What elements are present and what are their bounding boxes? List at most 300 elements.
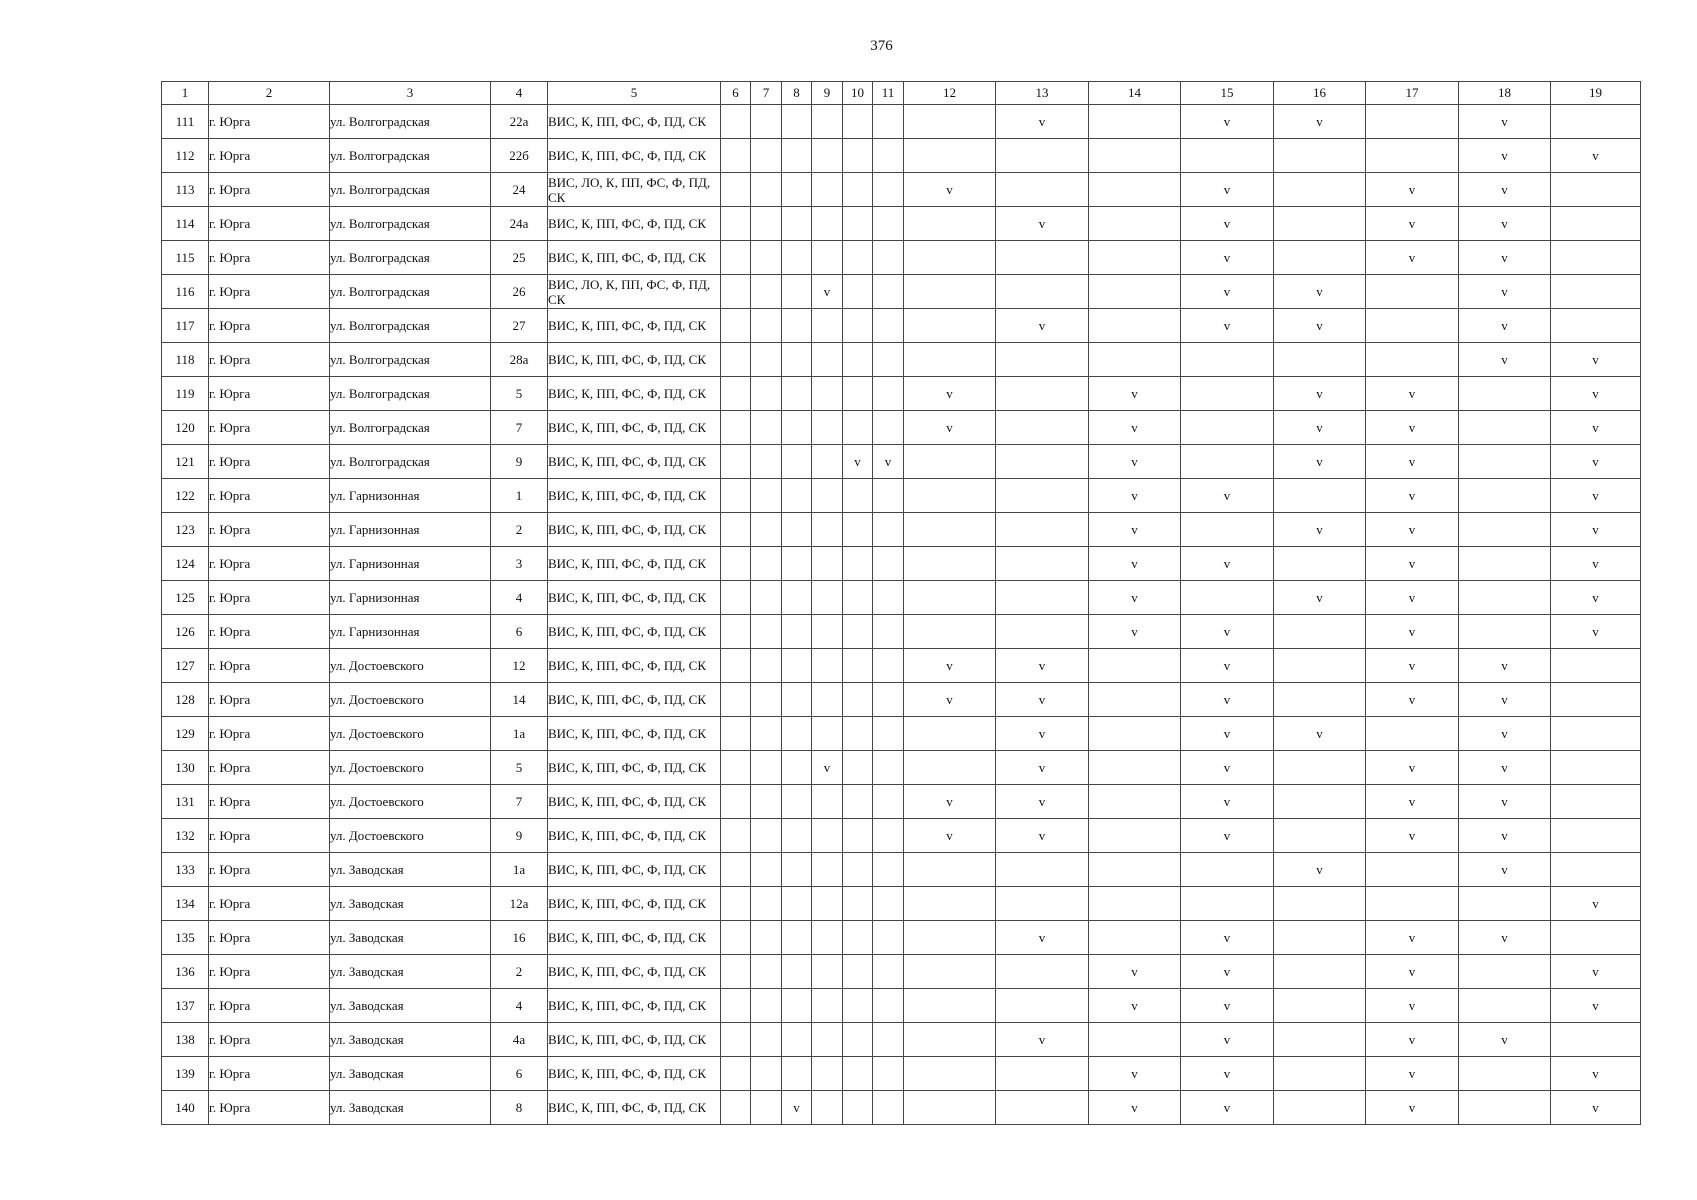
street-cell: ул. Заводская <box>330 1057 491 1091</box>
check-mark-cell: v <box>1181 785 1274 819</box>
check-mark-cell: v <box>1551 343 1641 377</box>
empty-cell <box>812 479 843 513</box>
house-number-cell: 4 <box>491 989 548 1023</box>
empty-cell <box>843 853 873 887</box>
empty-cell <box>782 275 812 309</box>
empty-cell <box>812 921 843 955</box>
empty-cell <box>1089 683 1181 717</box>
check-mark-cell: v <box>1181 207 1274 241</box>
check-mark-cell: v <box>1366 241 1459 275</box>
row-number: 135 <box>162 921 209 955</box>
check-mark-cell: v <box>1366 955 1459 989</box>
empty-cell <box>1181 513 1274 547</box>
empty-cell <box>751 173 782 207</box>
empty-cell <box>812 853 843 887</box>
street-cell: ул. Гарнизонная <box>330 513 491 547</box>
empty-cell <box>996 887 1089 921</box>
empty-cell <box>782 411 812 445</box>
works-list-cell: ВИС, ЛО, К, ПП, ФС, Ф, ПД, СК <box>548 275 721 309</box>
empty-cell <box>782 173 812 207</box>
house-number-cell: 5 <box>491 377 548 411</box>
table-row <box>162 411 1641 445</box>
empty-cell <box>721 479 751 513</box>
empty-cell <box>1089 343 1181 377</box>
row-number: 120 <box>162 411 209 445</box>
works-list-cell: ВИС, К, ПП, ФС, Ф, ПД, СК <box>548 411 721 445</box>
check-mark-cell: v <box>843 445 873 479</box>
empty-cell <box>843 785 873 819</box>
empty-cell <box>1089 173 1181 207</box>
empty-cell <box>812 343 843 377</box>
column-header: 8 <box>782 82 812 105</box>
empty-cell <box>782 445 812 479</box>
empty-cell <box>721 853 751 887</box>
table-row <box>162 445 1641 479</box>
table-row <box>162 887 1641 921</box>
empty-cell <box>1274 615 1366 649</box>
table-row <box>162 683 1641 717</box>
header-row <box>162 82 1641 105</box>
empty-cell <box>996 615 1089 649</box>
empty-cell <box>843 887 873 921</box>
check-mark-cell: v <box>1181 479 1274 513</box>
empty-cell <box>1551 309 1641 343</box>
check-mark-cell: v <box>1181 819 1274 853</box>
empty-cell <box>812 785 843 819</box>
city-cell: г. Юрга <box>209 479 330 513</box>
house-number-cell: 2 <box>491 513 548 547</box>
check-mark-cell: v <box>1181 241 1274 275</box>
check-mark-cell: v <box>1366 445 1459 479</box>
check-mark-cell: v <box>904 377 996 411</box>
works-list-cell: ВИС, К, ПП, ФС, Ф, ПД, СК <box>548 207 721 241</box>
empty-cell <box>843 275 873 309</box>
empty-cell <box>1274 139 1366 173</box>
check-mark-cell: v <box>904 649 996 683</box>
empty-cell <box>751 275 782 309</box>
check-mark-cell: v <box>1274 411 1366 445</box>
table-row <box>162 309 1641 343</box>
empty-cell <box>721 173 751 207</box>
empty-cell <box>721 887 751 921</box>
empty-cell <box>812 819 843 853</box>
empty-cell <box>843 955 873 989</box>
city-cell: г. Юрга <box>209 207 330 241</box>
empty-cell <box>904 615 996 649</box>
check-mark-cell: v <box>996 717 1089 751</box>
empty-cell <box>904 1057 996 1091</box>
empty-cell <box>1274 683 1366 717</box>
empty-cell <box>751 139 782 173</box>
empty-cell <box>812 887 843 921</box>
table-row <box>162 1091 1641 1125</box>
empty-cell <box>751 1057 782 1091</box>
empty-cell <box>996 377 1089 411</box>
empty-cell <box>782 343 812 377</box>
works-list-cell: ВИС, К, ПП, ФС, Ф, ПД, СК <box>548 989 721 1023</box>
row-number: 121 <box>162 445 209 479</box>
empty-cell <box>873 683 904 717</box>
check-mark-cell: v <box>1089 615 1181 649</box>
empty-cell <box>721 139 751 173</box>
empty-cell <box>721 411 751 445</box>
empty-cell <box>751 309 782 343</box>
house-number-cell: 9 <box>491 819 548 853</box>
empty-cell <box>721 1023 751 1057</box>
city-cell: г. Юрга <box>209 1023 330 1057</box>
empty-cell <box>1551 1023 1641 1057</box>
check-mark-cell: v <box>1274 513 1366 547</box>
empty-cell <box>904 1091 996 1125</box>
row-number: 126 <box>162 615 209 649</box>
check-mark-cell: v <box>1366 173 1459 207</box>
empty-cell <box>904 751 996 785</box>
city-cell: г. Юрга <box>209 513 330 547</box>
table-row <box>162 649 1641 683</box>
empty-cell <box>812 1057 843 1091</box>
check-mark-cell: v <box>1459 241 1551 275</box>
empty-cell <box>721 581 751 615</box>
check-mark-cell: v <box>812 275 843 309</box>
table-row <box>162 343 1641 377</box>
city-cell: г. Юрга <box>209 751 330 785</box>
row-number: 116 <box>162 275 209 309</box>
empty-cell <box>843 513 873 547</box>
check-mark-cell: v <box>1274 377 1366 411</box>
empty-cell <box>904 275 996 309</box>
empty-cell <box>1274 887 1366 921</box>
column-header: 11 <box>873 82 904 105</box>
empty-cell <box>812 581 843 615</box>
empty-cell <box>812 955 843 989</box>
check-mark-cell: v <box>1551 479 1641 513</box>
empty-cell <box>904 343 996 377</box>
street-cell: ул. Волгоградская <box>330 411 491 445</box>
row-number: 133 <box>162 853 209 887</box>
empty-cell <box>1274 989 1366 1023</box>
empty-cell <box>751 887 782 921</box>
empty-cell <box>1459 547 1551 581</box>
empty-cell <box>873 615 904 649</box>
empty-cell <box>873 717 904 751</box>
empty-cell <box>782 547 812 581</box>
column-header: 19 <box>1551 82 1641 105</box>
empty-cell <box>782 955 812 989</box>
empty-cell <box>721 309 751 343</box>
column-header: 6 <box>721 82 751 105</box>
check-mark-cell: v <box>1181 1057 1274 1091</box>
empty-cell <box>873 853 904 887</box>
row-number: 131 <box>162 785 209 819</box>
empty-cell <box>1459 411 1551 445</box>
empty-cell <box>1459 479 1551 513</box>
city-cell: г. Юрга <box>209 343 330 377</box>
empty-cell <box>996 989 1089 1023</box>
table-row <box>162 105 1641 139</box>
empty-cell <box>904 581 996 615</box>
check-mark-cell: v <box>1366 207 1459 241</box>
check-mark-cell: v <box>1181 275 1274 309</box>
empty-cell <box>996 1091 1089 1125</box>
table-row <box>162 785 1641 819</box>
street-cell: ул. Достоевского <box>330 819 491 853</box>
city-cell: г. Юрга <box>209 649 330 683</box>
table-row <box>162 479 1641 513</box>
empty-cell <box>1181 581 1274 615</box>
works-list-cell: ВИС, К, ПП, ФС, Ф, ПД, СК <box>548 819 721 853</box>
house-number-cell: 26 <box>491 275 548 309</box>
check-mark-cell: v <box>1274 309 1366 343</box>
empty-cell <box>1089 921 1181 955</box>
works-list-cell: ВИС, К, ПП, ФС, Ф, ПД, СК <box>548 309 721 343</box>
empty-cell <box>1551 241 1641 275</box>
empty-cell <box>1181 887 1274 921</box>
empty-cell <box>812 207 843 241</box>
check-mark-cell: v <box>1181 105 1274 139</box>
table-row <box>162 751 1641 785</box>
empty-cell <box>751 819 782 853</box>
check-mark-cell: v <box>1181 683 1274 717</box>
empty-cell <box>996 275 1089 309</box>
street-cell: ул. Достоевского <box>330 785 491 819</box>
check-mark-cell: v <box>1366 683 1459 717</box>
house-number-cell: 7 <box>491 411 548 445</box>
empty-cell <box>751 411 782 445</box>
check-mark-cell: v <box>1551 513 1641 547</box>
empty-cell <box>751 1023 782 1057</box>
check-mark-cell: v <box>1089 581 1181 615</box>
empty-cell <box>873 989 904 1023</box>
table-row <box>162 207 1641 241</box>
empty-cell <box>1274 479 1366 513</box>
empty-cell <box>843 343 873 377</box>
check-mark-cell: v <box>996 105 1089 139</box>
empty-cell <box>1366 343 1459 377</box>
house-number-cell: 8 <box>491 1091 548 1125</box>
empty-cell <box>904 921 996 955</box>
street-cell: ул. Волгоградская <box>330 241 491 275</box>
works-list-cell: ВИС, К, ПП, ФС, Ф, ПД, СК <box>548 751 721 785</box>
empty-cell <box>1366 717 1459 751</box>
empty-cell <box>873 887 904 921</box>
house-number-cell: 22б <box>491 139 548 173</box>
empty-cell <box>1459 445 1551 479</box>
check-mark-cell: v <box>1459 785 1551 819</box>
check-mark-cell: v <box>1459 853 1551 887</box>
check-mark-cell: v <box>1459 105 1551 139</box>
works-list-cell: ВИС, К, ПП, ФС, Ф, ПД, СК <box>548 1057 721 1091</box>
empty-cell <box>996 513 1089 547</box>
street-cell: ул. Заводская <box>330 853 491 887</box>
empty-cell <box>782 819 812 853</box>
check-mark-cell: v <box>904 819 996 853</box>
check-mark-cell: v <box>996 785 1089 819</box>
house-number-cell: 24 <box>491 173 548 207</box>
row-number: 137 <box>162 989 209 1023</box>
house-number-cell: 24а <box>491 207 548 241</box>
works-list-cell: ВИС, К, ПП, ФС, Ф, ПД, СК <box>548 581 721 615</box>
empty-cell <box>843 921 873 955</box>
empty-cell <box>873 207 904 241</box>
house-number-cell: 1а <box>491 853 548 887</box>
table-row <box>162 989 1641 1023</box>
table-row <box>162 547 1641 581</box>
check-mark-cell: v <box>1459 309 1551 343</box>
empty-cell <box>1274 649 1366 683</box>
empty-cell <box>721 649 751 683</box>
empty-cell <box>1366 887 1459 921</box>
check-mark-cell: v <box>1366 1057 1459 1091</box>
row-number: 122 <box>162 479 209 513</box>
empty-cell <box>782 887 812 921</box>
check-mark-cell: v <box>904 411 996 445</box>
empty-cell <box>904 207 996 241</box>
works-list-cell: ВИС, К, ПП, ФС, Ф, ПД, СК <box>548 547 721 581</box>
row-number: 139 <box>162 1057 209 1091</box>
empty-cell <box>843 819 873 853</box>
empty-cell <box>1089 853 1181 887</box>
street-cell: ул. Заводская <box>330 1091 491 1125</box>
empty-cell <box>721 343 751 377</box>
empty-cell <box>1089 717 1181 751</box>
row-number: 114 <box>162 207 209 241</box>
empty-cell <box>843 989 873 1023</box>
empty-cell <box>812 513 843 547</box>
empty-cell <box>1459 513 1551 547</box>
table-header <box>162 82 1641 105</box>
check-mark-cell: v <box>1366 1091 1459 1125</box>
city-cell: г. Юрга <box>209 683 330 717</box>
city-cell: г. Юрга <box>209 241 330 275</box>
empty-cell <box>1551 853 1641 887</box>
city-cell: г. Юрга <box>209 887 330 921</box>
column-header: 4 <box>491 82 548 105</box>
empty-cell <box>751 649 782 683</box>
empty-cell <box>904 887 996 921</box>
empty-cell <box>1274 207 1366 241</box>
empty-cell <box>996 547 1089 581</box>
table-row <box>162 1023 1641 1057</box>
empty-cell <box>873 955 904 989</box>
row-number: 117 <box>162 309 209 343</box>
house-number-cell: 7 <box>491 785 548 819</box>
table-row <box>162 615 1641 649</box>
empty-cell <box>1366 105 1459 139</box>
empty-cell <box>996 411 1089 445</box>
empty-cell <box>1089 649 1181 683</box>
empty-cell <box>812 173 843 207</box>
row-number: 113 <box>162 173 209 207</box>
house-number-cell: 1а <box>491 717 548 751</box>
check-mark-cell: v <box>1459 751 1551 785</box>
house-number-cell: 12 <box>491 649 548 683</box>
empty-cell <box>1274 819 1366 853</box>
empty-cell <box>843 411 873 445</box>
city-cell: г. Юрга <box>209 105 330 139</box>
check-mark-cell: v <box>1181 615 1274 649</box>
empty-cell <box>873 1023 904 1057</box>
table-row <box>162 377 1641 411</box>
empty-cell <box>873 819 904 853</box>
check-mark-cell: v <box>1089 377 1181 411</box>
empty-cell <box>996 139 1089 173</box>
empty-cell <box>782 377 812 411</box>
empty-cell <box>782 649 812 683</box>
empty-cell <box>904 309 996 343</box>
empty-cell <box>873 785 904 819</box>
check-mark-cell: v <box>1181 309 1274 343</box>
table-row <box>162 275 1641 309</box>
table-row <box>162 139 1641 173</box>
empty-cell <box>812 683 843 717</box>
check-mark-cell: v <box>1089 513 1181 547</box>
empty-cell <box>873 105 904 139</box>
street-cell: ул. Волгоградская <box>330 343 491 377</box>
city-cell: г. Юрга <box>209 955 330 989</box>
empty-cell <box>1274 343 1366 377</box>
street-cell: ул. Волгоградская <box>330 173 491 207</box>
empty-cell <box>782 989 812 1023</box>
empty-cell <box>996 853 1089 887</box>
empty-cell <box>904 989 996 1023</box>
empty-cell <box>782 241 812 275</box>
works-list-cell: ВИС, К, ПП, ФС, Ф, ПД, СК <box>548 479 721 513</box>
check-mark-cell: v <box>1551 581 1641 615</box>
works-list-cell: ВИС, К, ПП, ФС, Ф, ПД, СК <box>548 887 721 921</box>
check-mark-cell: v <box>1274 275 1366 309</box>
empty-cell <box>751 785 782 819</box>
check-mark-cell: v <box>812 751 843 785</box>
empty-cell <box>843 377 873 411</box>
empty-cell <box>1551 207 1641 241</box>
row-number: 115 <box>162 241 209 275</box>
empty-cell <box>751 751 782 785</box>
empty-cell <box>812 139 843 173</box>
works-list-cell: ВИС, К, ПП, ФС, Ф, ПД, СК <box>548 343 721 377</box>
check-mark-cell: v <box>1366 785 1459 819</box>
empty-cell <box>1274 1023 1366 1057</box>
column-header: 18 <box>1459 82 1551 105</box>
empty-cell <box>751 377 782 411</box>
street-cell: ул. Волгоградская <box>330 139 491 173</box>
empty-cell <box>812 377 843 411</box>
empty-cell <box>721 377 751 411</box>
check-mark-cell: v <box>1459 275 1551 309</box>
empty-cell <box>751 513 782 547</box>
check-mark-cell: v <box>1089 411 1181 445</box>
empty-cell <box>1366 275 1459 309</box>
check-mark-cell: v <box>1181 1091 1274 1125</box>
column-header: 15 <box>1181 82 1274 105</box>
street-cell: ул. Гарнизонная <box>330 547 491 581</box>
empty-cell <box>1551 649 1641 683</box>
house-number-cell: 5 <box>491 751 548 785</box>
check-mark-cell: v <box>1551 887 1641 921</box>
check-mark-cell: v <box>996 751 1089 785</box>
empty-cell <box>1459 887 1551 921</box>
house-number-cell: 12а <box>491 887 548 921</box>
city-cell: г. Юрга <box>209 717 330 751</box>
empty-cell <box>904 853 996 887</box>
empty-cell <box>1274 751 1366 785</box>
empty-cell <box>1181 377 1274 411</box>
empty-cell <box>1181 343 1274 377</box>
works-list-cell: ВИС, К, ПП, ФС, Ф, ПД, СК <box>548 1091 721 1125</box>
table-row <box>162 1057 1641 1091</box>
empty-cell <box>751 989 782 1023</box>
check-mark-cell: v <box>996 1023 1089 1057</box>
house-number-cell: 2 <box>491 955 548 989</box>
